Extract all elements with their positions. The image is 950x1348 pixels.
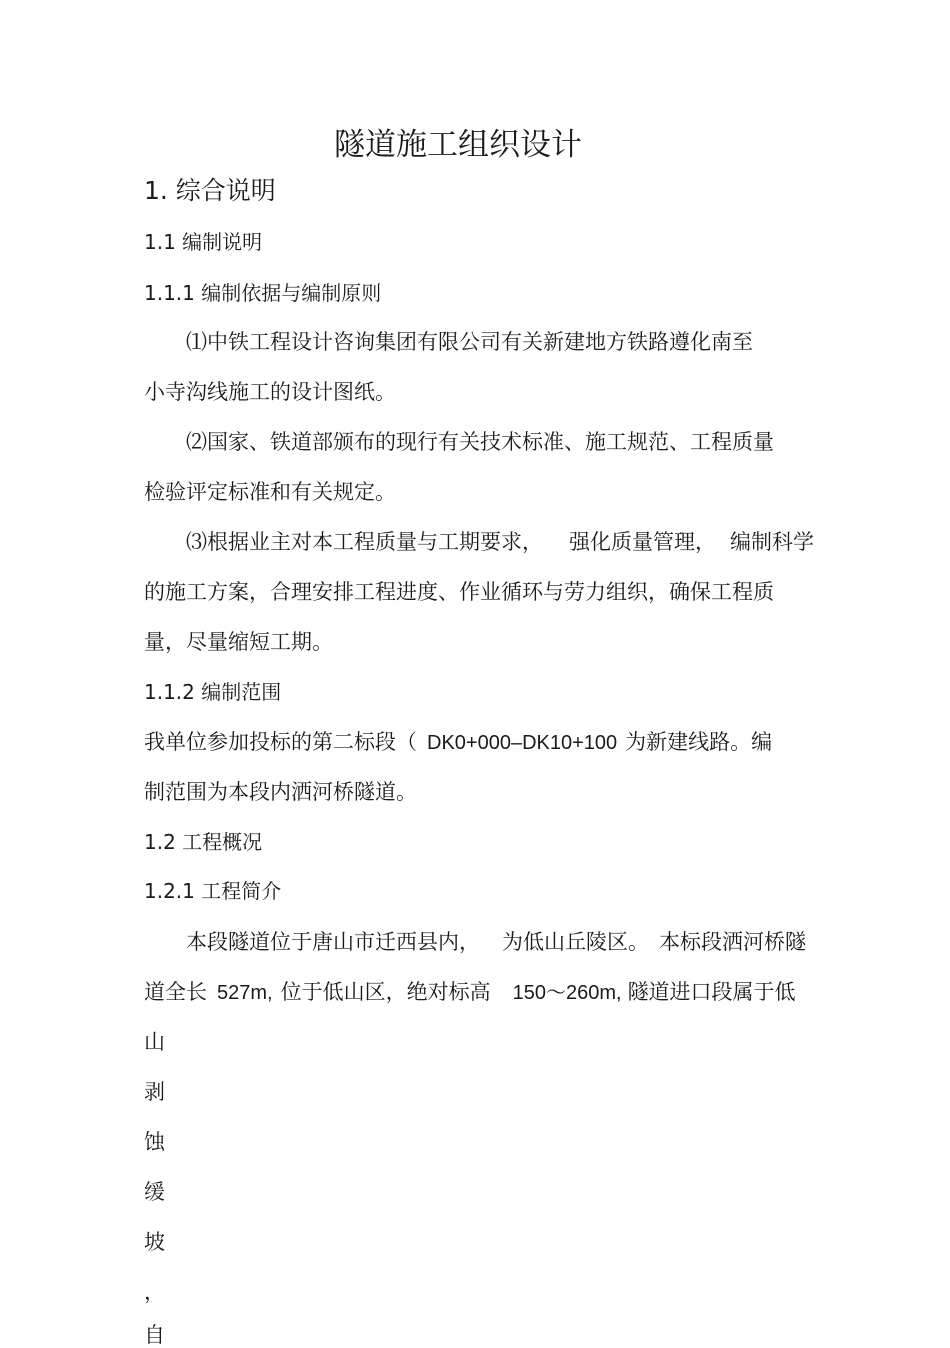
vertical-char-4: 缓 [144,1180,165,1204]
elevation-range: 150～260m, [512,982,622,1004]
paragraph-intro-line-1 [186,929,806,955]
heading-section-1-1-1: 1.1.1 编制依据与编制原则 [144,281,382,305]
intro-part-f: 隧道进口段属于低 [627,980,796,1004]
item-3-part-c: 编制科学 [730,530,814,554]
scope-part-c: 为新建线路。编 [625,730,773,754]
intro-part-a: 本段隧道位于唐山市迁西县内， [186,930,480,954]
paragraph-item-3-line-3: 量，尽量缩短工期。 [144,630,333,654]
item-3-part-b: 强化质量管理， [569,530,716,554]
intro-part-d: 道全长 [144,980,207,1004]
paragraph-item-3-line-2: 的施工方案，合理安排工程进度、作业循环与劳力组织，确保工程质 [144,580,774,604]
scope-mileage: DK0+000–DK10+100 [427,732,618,754]
vertical-char-5: 坡 [144,1230,165,1254]
intro-part-c: 本标段洒河桥隧 [659,930,806,954]
paragraph-item-1-line-1: ⑴中铁工程设计咨询集团有限公司有关新建地方铁路遵化南至 [186,330,753,354]
heading-section-1: 1. 综合说明 [144,176,276,205]
vertical-char-1: 山 [144,1030,165,1054]
paragraph-item-2-line-1: ⑵国家、铁道部颁布的现行有关技术标准、施工规范、工程质量 [186,430,774,454]
paragraph-scope-line-1 [144,729,772,756]
paragraph-item-1-line-2: 小寺沟线施工的设计图纸。 [144,380,396,404]
document-title: 隧道施工组织设计 [334,127,582,163]
vertical-char-3: 蚀 [144,1130,165,1154]
tunnel-length: 527m, [217,982,273,1004]
item-3-part-a: ⑶根据业主对本工程质量与工期要求， [186,530,543,554]
vertical-char-6: ， [144,1280,165,1304]
intro-part-e: 位于低山区，绝对标高 [280,980,491,1004]
vertical-char-2: 剥 [144,1080,165,1104]
intro-part-b: 为低山丘陵区。 [502,930,649,954]
paragraph-scope-line-2: 制范围为本段内洒河桥隧道。 [144,780,417,804]
heading-section-1-2: 1.2 工程概况 [144,830,263,854]
vertical-char-7: 自 [144,1323,165,1347]
heading-section-1-1-2: 1.1.2 编制范围 [144,680,282,704]
paragraph-item-2-line-2: 检验评定标准和有关规定。 [144,480,396,504]
heading-section-1-1: 1.1 编制说明 [144,230,263,254]
heading-section-1-2-1: 1.2.1 工程简介 [144,879,282,903]
paragraph-intro-line-2 [144,979,796,1006]
paragraph-item-3-line-1 [186,529,814,555]
scope-part-a: 我单位参加投标的第二标段（ [144,730,417,754]
